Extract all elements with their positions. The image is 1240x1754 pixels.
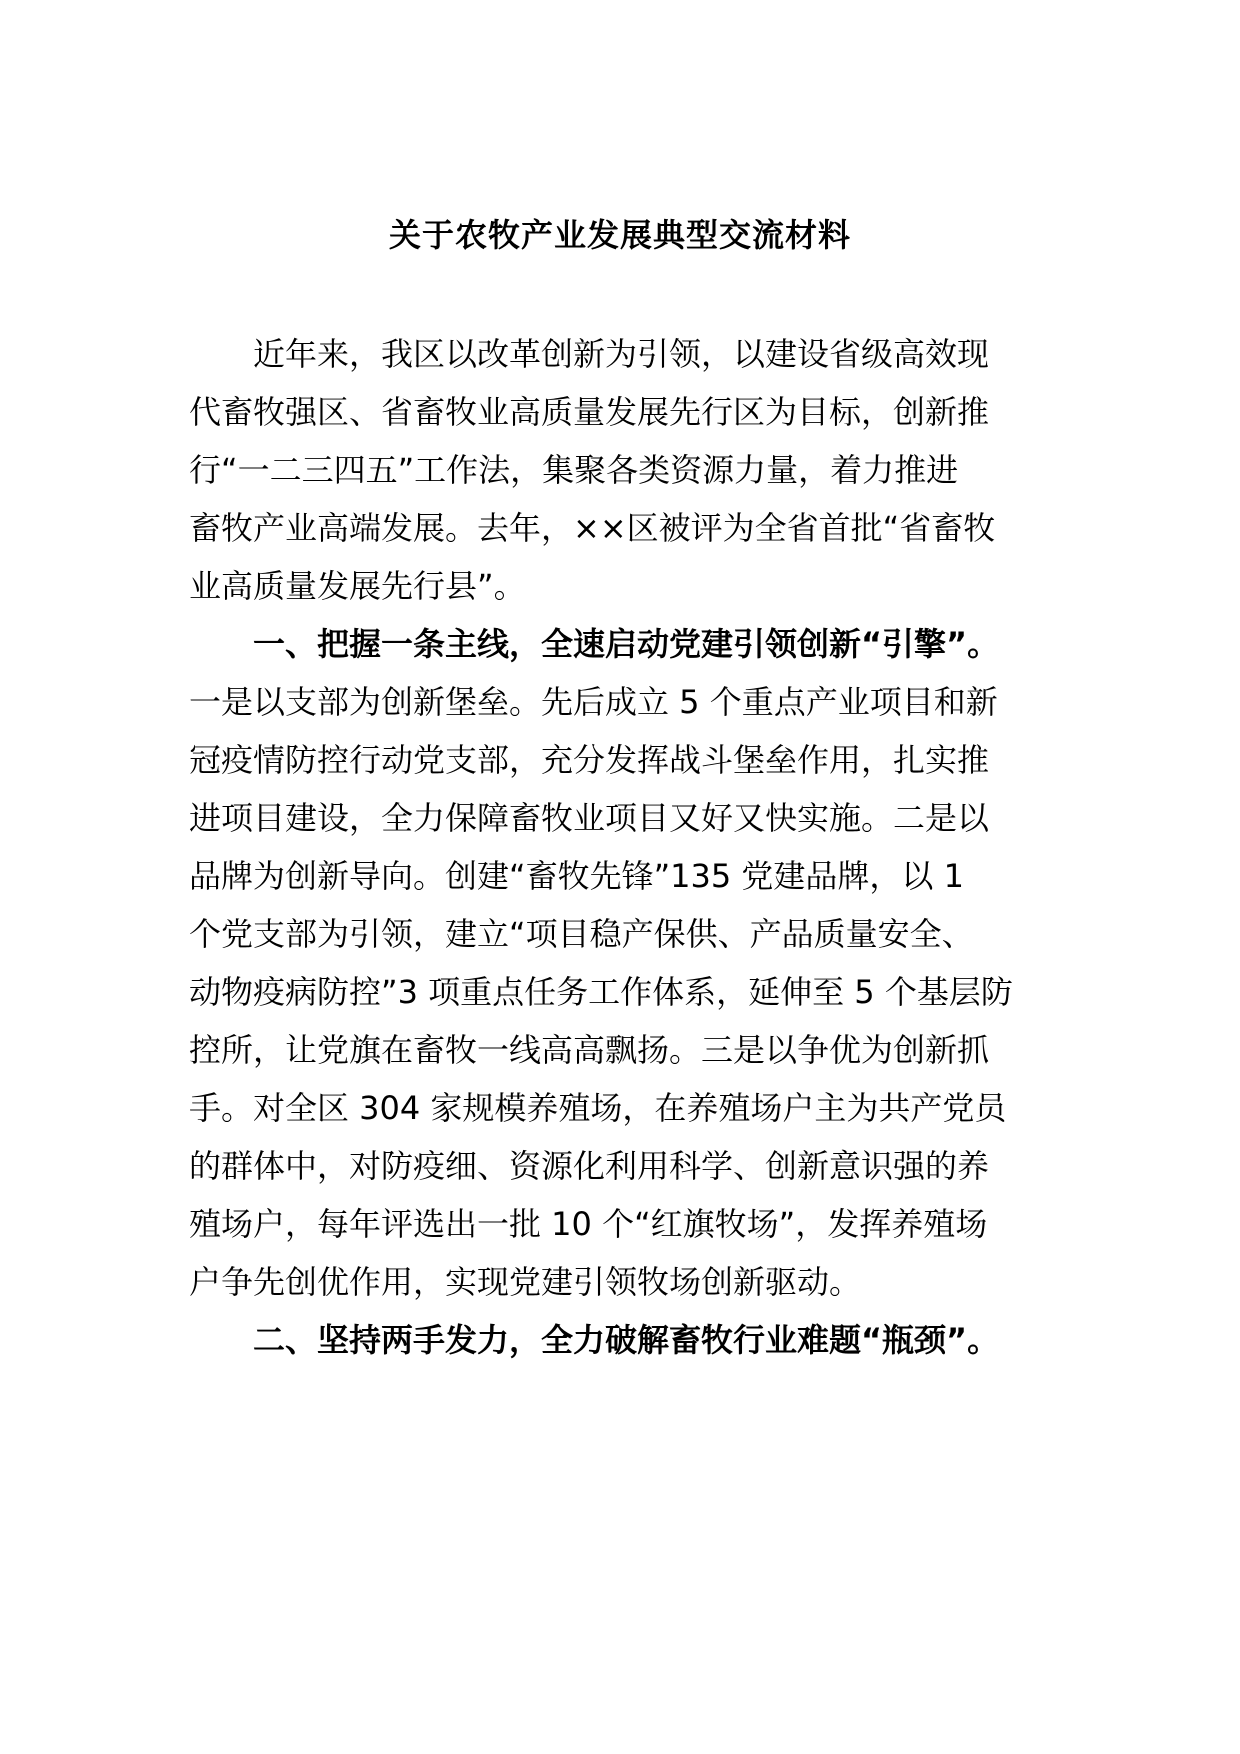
section-1-line: 控所，让党旗在畜牧一线高高飘扬。三是以争优为创新抓 <box>189 1031 990 1069</box>
section-1-line: 殖场户，每年评选出一批 10 个“红旗牧场”，发挥养殖场 <box>189 1205 988 1243</box>
intro-line: 畜牧产业高端发展。去年，××区被评为全省首批“省畜牧 <box>189 509 996 547</box>
section-1-heading: 一、把握一条主线，全速启动党建引领创新“引擎”。 <box>253 625 1000 663</box>
section-1-line: 手。对全区 304 家规模养殖场，在养殖场户主为共产党员 <box>189 1089 1007 1127</box>
section-1-line: 品牌为创新导向。创建“畜牧先锋”135 党建品牌，以 1 <box>189 857 964 895</box>
section-1-line: 户争先创优作用，实现党建引领牧场创新驱动。 <box>189 1263 862 1301</box>
section-2-heading: 二、坚持两手发力，全力破解畜牧行业难题“瓶颈”。 <box>253 1321 1000 1359</box>
section-1-line: 个党支部为引领，建立“项目稳产保供、产品质量安全、 <box>189 915 974 953</box>
intro-line: 近年来，我区以改革创新为引领，以建设省级高效现 <box>253 335 990 373</box>
section-1-line: 一是以支部为创新堡垒。先后成立 5 个重点产业项目和新 <box>189 683 998 721</box>
section-1-line: 动物疫病防控”3 项重点任务工作体系，延伸至 5 个基层防 <box>189 973 1013 1011</box>
section-1-line: 进项目建设，全力保障畜牧业项目又好又快实施。二是以 <box>189 799 990 837</box>
document-title: 关于农牧产业发展典型交流材料 <box>388 216 851 254</box>
intro-line: 行“一二三四五”工作法，集聚各类资源力量，着力推进 <box>189 451 959 489</box>
intro-line: 业高质量发展先行县”。 <box>189 567 526 605</box>
section-1-line: 冠疫情防控行动党支部，充分发挥战斗堡垒作用，扎实推 <box>189 741 990 779</box>
intro-line: 代畜牧强区、省畜牧业高质量发展先行区为目标，创新推 <box>189 393 990 431</box>
section-1-line: 的群体中，对防疫细、资源化利用科学、创新意识强的养 <box>189 1147 990 1185</box>
